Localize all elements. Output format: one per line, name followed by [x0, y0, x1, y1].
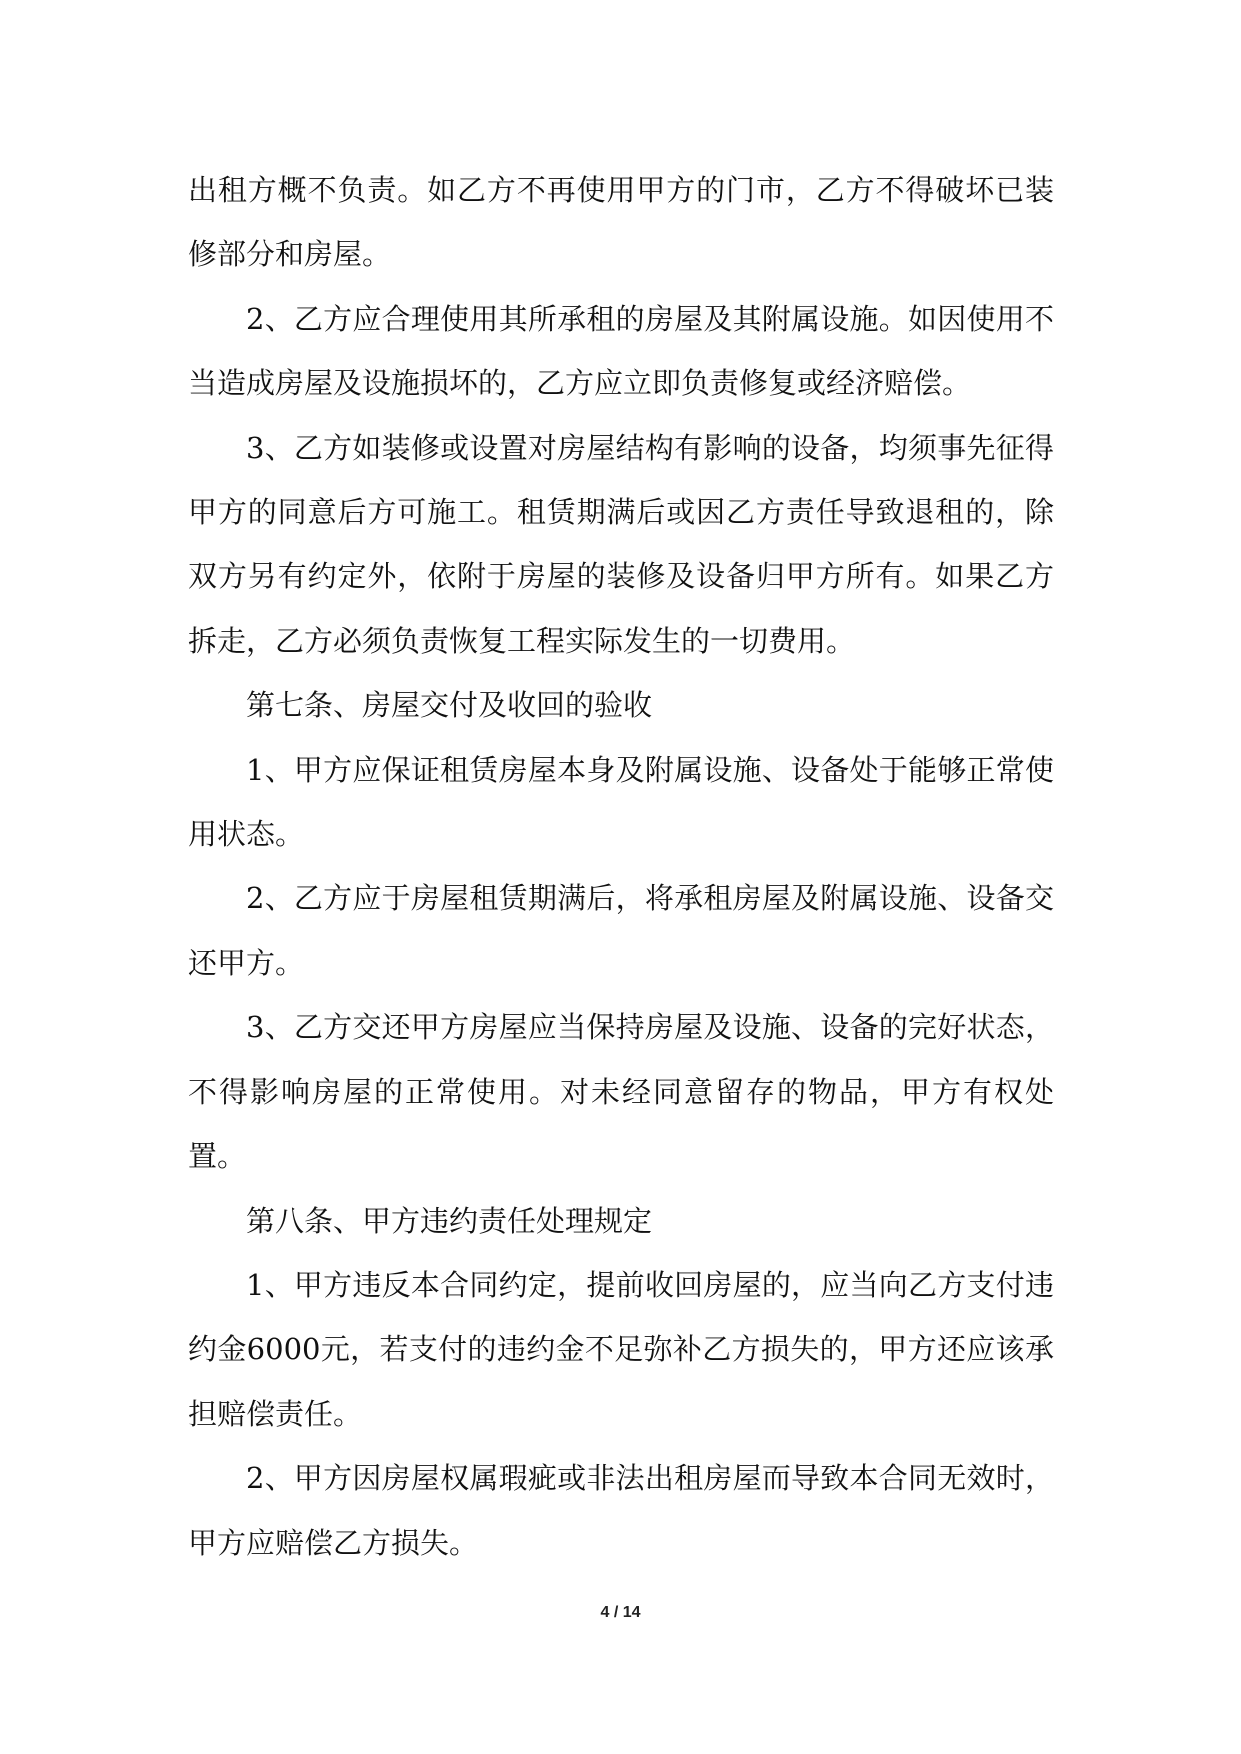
paragraph: 出租方概不负责。如乙方不再使用甲方的门市，乙方不得破坏已装修部分和房屋。: [188, 173, 1054, 272]
paragraph: 1、甲方违反本合同约定，提前收回房屋的，应当向乙方支付违约金6000元，若支付的违约金不足弥补乙方损失的，甲方还应该承担赔偿责任。: [188, 1267, 1054, 1431]
paragraph: 3、乙方交还甲方房屋应当保持房屋及设施、设备的完好状态，不得影响房屋的正常使用。对未经同意留存的物品，甲方有权处置。: [188, 1010, 1054, 1174]
document-body: [188, 158, 1054, 1575]
section-heading: 第七条、房屋交付及收回的验收: [246, 688, 653, 723]
section-heading: 第八条、甲方违约责任处理规定: [246, 1203, 653, 1238]
paragraph: 1、甲方应保证租赁房屋本身及附属设施、设备处于能够正常使用状态。: [188, 752, 1054, 852]
paragraph: 2、甲方因房屋权属瑕疵或非法出租房屋而导致本合同无效时，甲方应赔偿乙方损失。: [188, 1461, 1054, 1560]
paragraph: 3、乙方如装修或设置对房屋结构有影响的设备，均须事先征得甲方的同意后方可施工。租赁期满后或因乙方责任导致退租的，除双方另有约定外，依附于房屋的装修及设备归甲方所有。如果乙方拆走，乙方必须负责恢复工程实际发生的一切费用。: [188, 430, 1054, 658]
paragraph: 2、乙方应合理使用其所承租的房屋及其附属设施。如因使用不当造成房屋及设施损坏的，乙方应立即负责修复或经济赔偿。: [188, 301, 1054, 401]
paragraph: 2、乙方应于房屋租赁期满后，将承租房屋及附属设施、设备交还甲方。: [188, 881, 1054, 980]
page-number: 4 / 14: [600, 1604, 641, 1621]
